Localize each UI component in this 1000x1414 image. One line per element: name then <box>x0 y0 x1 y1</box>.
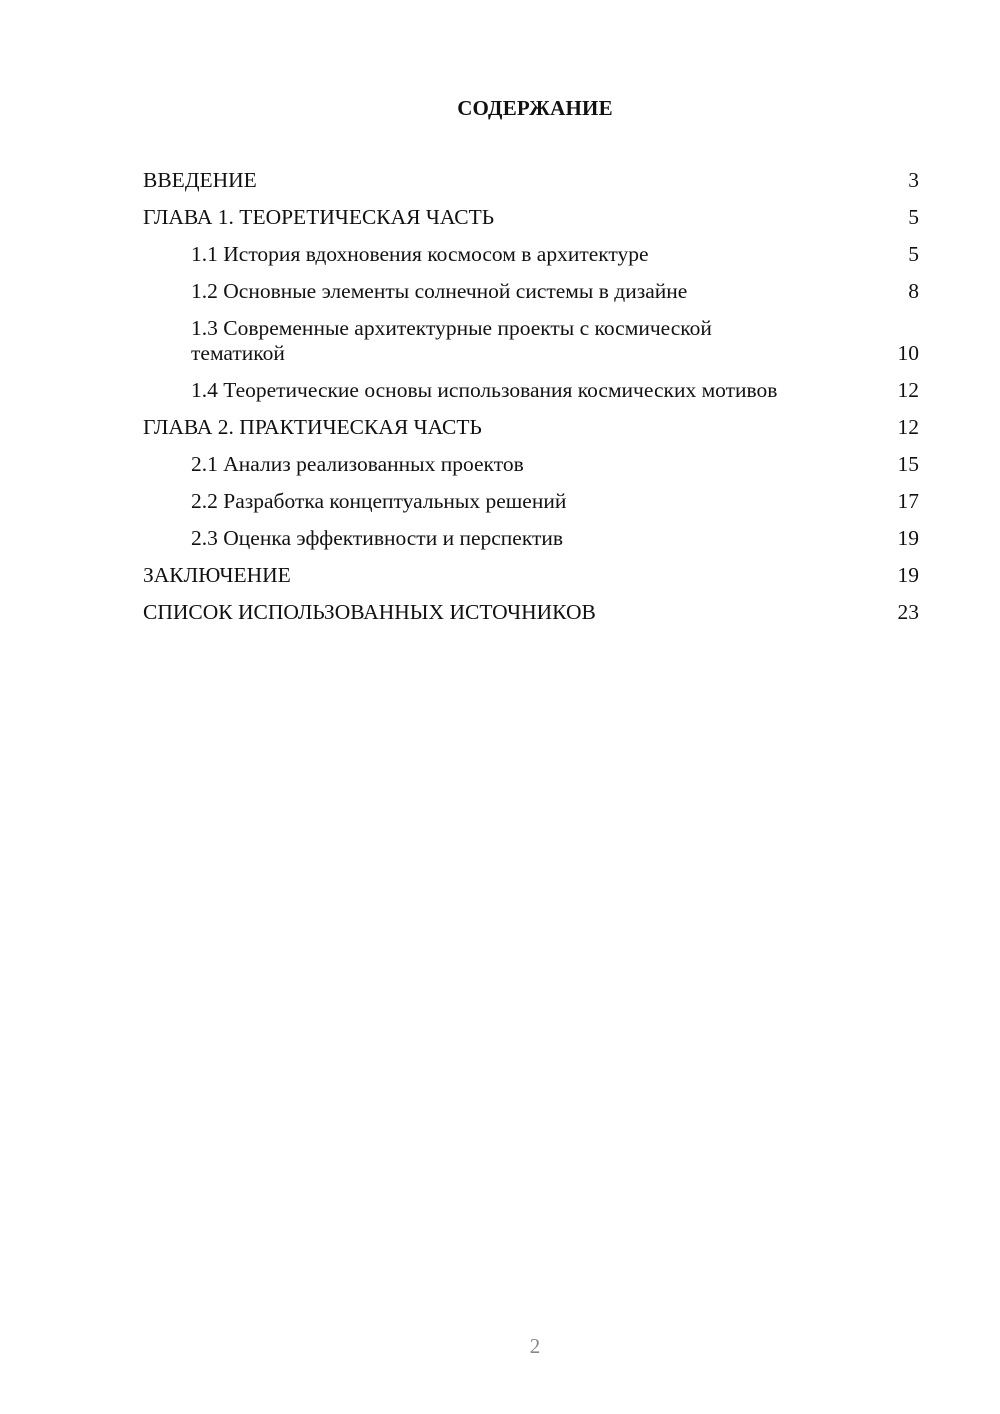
toc-entry-page: 23 <box>897 600 919 624</box>
toc-entry-chapter-1 <box>143 205 919 230</box>
toc-entry-title: 2.1 Анализ реализованных проектов <box>191 452 524 476</box>
toc-entry-page: 8 <box>908 279 919 303</box>
table-of-contents <box>143 168 919 637</box>
toc-entry-title: 2.2 Разработка концептуальных решений <box>191 489 567 513</box>
toc-entry-page: 12 <box>897 415 919 439</box>
toc-entry-title: ВВЕДЕНИЕ <box>143 168 257 192</box>
toc-entry-page: 5 <box>908 205 919 229</box>
toc-entry-section-2-2 <box>143 489 919 514</box>
toc-entry-title: ГЛАВА 1. ТЕОРЕТИЧЕСКАЯ ЧАСТЬ <box>143 205 495 229</box>
toc-entry-title: СПИСОК ИСПОЛЬЗОВАННЫХ ИСТОЧНИКОВ <box>143 600 596 624</box>
toc-entry-page: 5 <box>908 242 919 266</box>
toc-entry-title: 1.2 Основные элементы солнечной системы в дизайне <box>191 279 688 303</box>
toc-entry-section-2-1 <box>143 452 919 477</box>
toc-entry-title: 1.3 Современные архитектурные проекты с космической тематикой <box>191 316 712 365</box>
page-number: 2 <box>529 1334 541 1358</box>
toc-entry-introduction <box>143 168 919 193</box>
toc-entry-page: 3 <box>908 168 919 192</box>
toc-entry-section-2-3 <box>143 526 919 551</box>
toc-entry-page: 10 <box>897 341 919 365</box>
toc-entry-title: 1.1 История вдохновения космосом в архитектуре <box>191 242 649 266</box>
toc-entry-title: ГЛАВА 2. ПРАКТИЧЕСКАЯ ЧАСТЬ <box>143 415 482 439</box>
toc-entry-references <box>143 600 919 625</box>
page-title: СОДЕРЖАНИЕ <box>457 96 613 120</box>
toc-entry-page: 19 <box>897 526 919 550</box>
toc-entry-title: 1.4 Теоретические основы использования космических мотивов <box>191 378 778 402</box>
toc-entry-title: 2.3 Оценка эффективности и перспектив <box>191 526 564 550</box>
toc-entry-page: 19 <box>897 563 919 587</box>
toc-entry-page: 15 <box>897 452 919 476</box>
toc-entry-page: 12 <box>897 378 919 402</box>
toc-entry-section-1-2 <box>143 279 919 304</box>
toc-entry-section-1-4 <box>143 378 919 403</box>
toc-entry-conclusion <box>143 563 919 588</box>
toc-entry-section-1-1 <box>143 242 919 267</box>
toc-entry-section-1-3 <box>143 316 919 366</box>
toc-entry-title: ЗАКЛЮЧЕНИЕ <box>143 563 291 587</box>
toc-entry-page: 17 <box>897 489 919 513</box>
toc-entry-chapter-2 <box>143 415 919 440</box>
